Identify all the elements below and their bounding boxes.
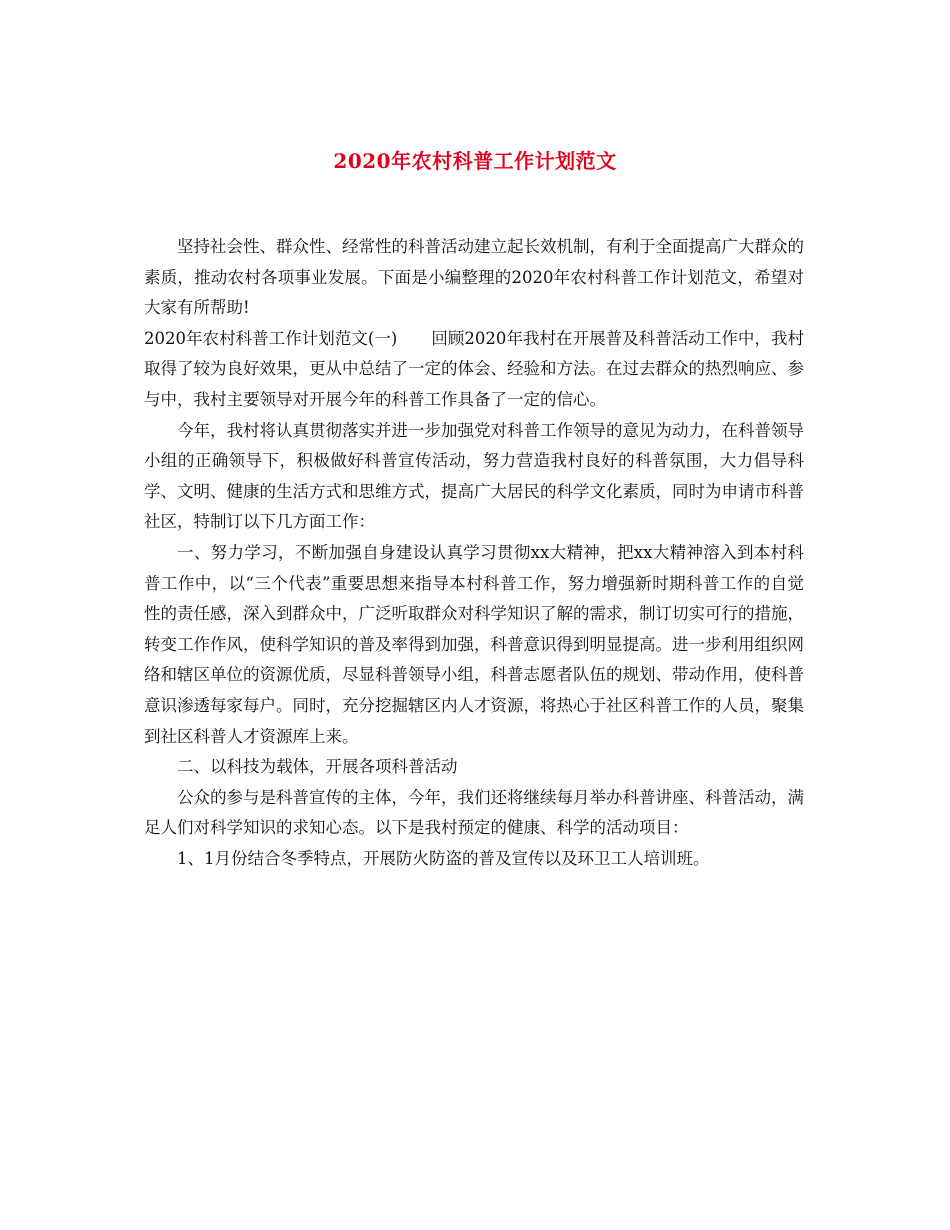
plan-paragraph: 今年，我村将认真贯彻落实并进一步加强党对科普工作领导的意见为动力，在科普领导小组的正确领导下，积极做好科普宣传活动，努力营造我村良好的科普氛围，大力倡导科学、文明、健康的生活方式和思维方式，提高广大居民的科学文化素质，同时为申请市科普社区，特制订以下几方面工作：	[144, 420, 804, 532]
item-two-heading: 二、以科技为载体，开展各项科普活动	[177, 757, 458, 777]
review-text: 回顾2020年我村在开展普及科普活动工作中，我村取得了较为良好效果，更从中总结了一定的体会、经验和方法。在过去群众的热烈响应、参与中，我村主要领导对开展今年的科普工作具备了一定的信心。	[144, 328, 804, 409]
intro-paragraph: 坚持社会性、群众性、经常性的科普活动建立起长效机制，有利于全面提高广大群众的素质，推动农村各项事业发展。下面是小编整理的2020年农村科普工作计划范文，希望对大家有所帮助!	[144, 237, 804, 318]
section-heading: 2020年农村科普工作计划范文(一)	[144, 328, 398, 348]
section-paragraph	[144, 324, 804, 416]
document-body	[144, 232, 804, 874]
item-one-paragraph: 一、努力学习，不断加强自身建设认真学习贯彻xx大精神，把xx大精神溶入到本村科普工作中，以“三个代表”重要思想来指导本村科普工作，努力增强新时期科普工作的自觉性的责任感，深入到群众中，广泛听取群众对科学知识了解的需求，制订切实可行的措施，转变工作作风，使科学知识的普及率得到加强，科普意识得到明显提高。进一步利用组织网络和辖区单位的资源优质，尽显科普领导小组，科普志愿者队伍的规划、带动作用，使科普意识渗透每家每户。同时，充分挖掘辖区内人才资源，将热心于社区科普工作的人员，聚集到社区科普人才资源库上来。	[144, 542, 804, 746]
january-item: 1、1月份结合冬季特点，开展防火防盗的普及宣传以及环卫工人培训班。	[177, 848, 710, 868]
document-title: 2020年农村科普工作计划范文	[333, 149, 617, 173]
participation-paragraph: 公众的参与是科普宣传的主体，今年，我们还将继续每月举办科普讲座、科普活动，满足人们对科学知识的求知心态。以下是我村预定的健康、科学的活动项目：	[144, 787, 804, 838]
